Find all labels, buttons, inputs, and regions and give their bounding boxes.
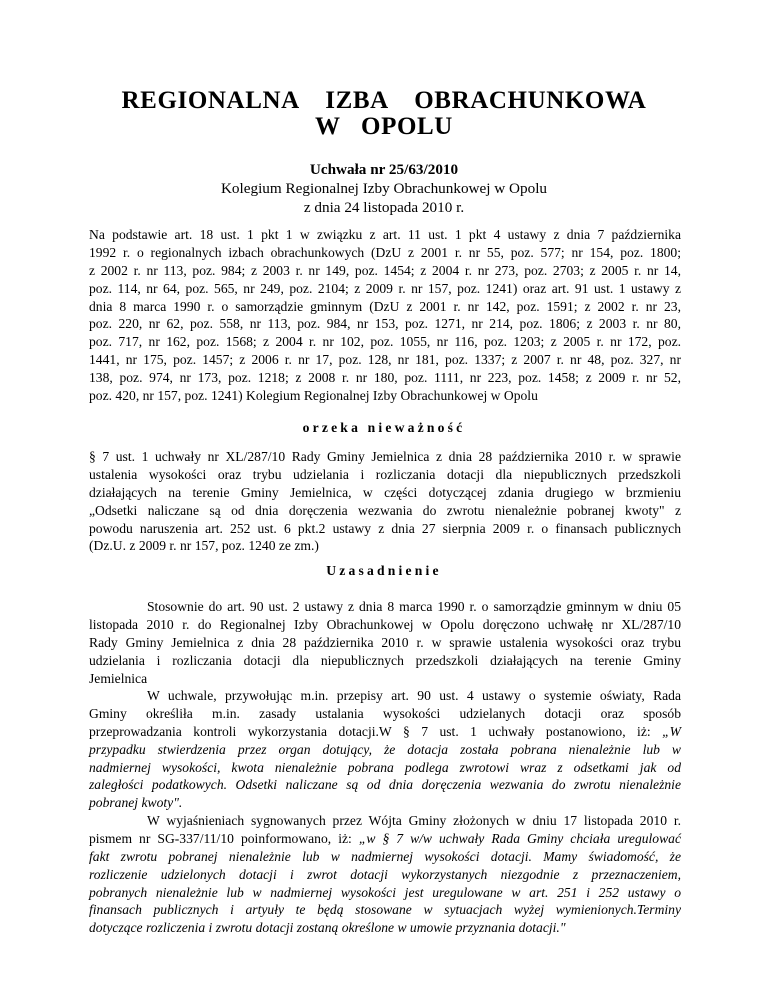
quoted-line: pobranych nienależnie lub w nadmiernej wysokości jest uregulowane w art. 251 i 252 ustawy o	[89, 884, 681, 900]
quoted-line: fakt zwrotu pobranej nienależnie lub w nadmiernej wysokości dotacji. Mamy świadomość, że	[89, 848, 681, 864]
justification-line	[89, 723, 681, 741]
quoted-line: nadmiernej wysokości, kwota nienależnie pobrana podlega zwrotowi wraz z odsetkami jak od	[89, 759, 681, 775]
quoted-line: zaległości podatkowych. Odsetki naliczane są od dnia doręczenia wezwania do zwrotu nienależnie	[89, 777, 681, 793]
justification-line: Gminy określiła m.in. zasady ustalania wysokości udzielanych dotacji oraz sposób	[89, 705, 681, 721]
quoted-line: dotyczące rozliczenia i zwrotu dotacji zostaną określone w umowie przyznania dotacji."	[89, 920, 566, 936]
ruling-line: powodu naruszenia art. 252 ust. 6 pkt.2 ustawy z dnia 27 sierpnia 2009 r. o finansach publicznych	[89, 520, 681, 536]
justification-line	[89, 830, 681, 848]
preamble-line: poz. 420, nr 157, poz. 1241) Kolegium Regionalnej Izby Obrachunkowej w Opolu	[89, 388, 538, 404]
preamble-line: Na podstawie art. 18 ust. 1 pkt 1 w związku z art. 11 ust. 1 pkt 4 ustawy z dnia 7 października	[89, 227, 681, 242]
ruling-paragraph	[89, 448, 681, 555]
preamble-line: z 2002 r. nr 113, poz. 984; z 2003 r. nr 149, poz. 1454; z 2004 r. nr 273, poz. 2703; z 2005 r. nr 14,	[89, 262, 681, 278]
quote-start: „W	[662, 723, 681, 739]
preamble-line: 1992 r. o regionalnych izbach obrachunkowych (DzU z 2001 r. nr 55, poz. 577; nr 154, poz. 1800;	[89, 244, 681, 260]
resolution-date: z dnia 24 listopada 2010 r.	[303, 199, 465, 216]
ruling-line: ustalenia wysokości oraz trybu udzielania i rozliczania dotacji dla niepublicznych przedszkoli	[89, 466, 681, 482]
justification-paragraph-1	[89, 598, 681, 687]
ruling-line: (Dz.U. z 2009 r. nr 157, poz. 1240 ze zm.)	[89, 538, 319, 554]
ruling-line: działających na terenie Gminy Jemielnica, w części dotyczącej zdania drugiego w brzmieniu	[89, 484, 681, 500]
ruling-line: „Odsetki naliczane są od dnia doręczenia wezwania do zwrotu nienależnie pobranej kwoty" z	[89, 502, 681, 518]
preamble-line: dnia 8 marca 1990 r. o samorządzie gminnym (DzU z 2001 r. nr 142, poz. 1591; z 2002 r. nr 23,	[89, 298, 681, 314]
quoted-line: finansach publicznych i artyuły te będą stosowane w sytuacjach wyżej wymienionych.Terminy	[89, 902, 681, 918]
preamble-line: poz. 114, nr 64, poz. 565, nr 249, poz. 2104; z 2009 r. nr 157, poz. 1241) oraz art. 91 ust. 1 ustawy z	[89, 280, 681, 296]
preamble-line: poz. 220, nr 62, poz. 558, nr 113, poz. 984, nr 153, poz. 1271, nr 214, poz. 1806; z 2003 r. nr 80,	[89, 316, 681, 332]
resolution-body: Kolegium Regionalnej Izby Obrachunkowej w Opolu	[220, 180, 548, 197]
preamble-line: poz. 717, nr 162, poz. 1568; z 2004 r. nr 102, poz. 1055, nr 116, poz. 1203; z 2005 r. nr 172, poz.	[89, 334, 681, 350]
institution-city: W OPOLU	[315, 113, 453, 140]
justification-paragraph-2	[89, 687, 681, 812]
justification-line: Jemielnica	[89, 670, 148, 686]
line-text: przeprowadzania kontroli wykorzystania dotacji.W § 7 ust. 1 uchwały postanowiono, iż:	[89, 723, 663, 739]
quoted-line: rozliczenie udzielonych dotacji i zwrot dotacji wykorzystanych niezgodnie z przeznaczeniem,	[89, 866, 681, 882]
preamble-line: 1441, nr 175, poz. 1457; z 2006 r. nr 17, poz. 128, nr 181, poz. 1337; z 2007 r. nr 48, poz. 327, nr	[89, 352, 681, 368]
ruling-heading: orzeka nieważność	[302, 420, 466, 435]
justification-line: Stosownie do art. 90 ust. 2 ustawy z dnia 8 marca 1990 r. o samorządzie gminnym w dniu 05	[147, 599, 681, 614]
justification-line: W uchwale, przywołując m.in. przepisy art. 90 ust. 4 ustawy o systemie oświaty, Rada	[147, 688, 681, 703]
justification-heading: Uzasadnienie	[326, 563, 442, 578]
ruling-line: § 7 ust. 1 uchwały nr XL/287/10 Rady Gminy Jemielnica z dnia 28 października 2010 r. w sprawie	[89, 449, 681, 464]
justification-line: udzielania i rozliczania dotacji dla niepublicznych przedszkoli działających na terenie Gminy	[89, 652, 681, 668]
quoted-line: przypadku stwierdzenia przez organ dotujący, że dotacja została pobrana nienależnie lub w	[89, 741, 681, 757]
justification-line: Rady Gminy Jemielnica z dnia 28 października 2010 r. w sprawie ustalenia wysokości oraz trybu	[89, 634, 681, 650]
institution-title: REGIONALNA IZBA OBRACHUNKOWA	[121, 87, 647, 114]
preamble-line: 138, poz. 974, nr 173, poz. 1218; z 2008 r. nr 180, poz. 1111, nr 223, poz. 1458; z 2009 r. nr 52,	[89, 370, 681, 386]
justification-line: W wyjaśnieniach sygnowanych przez Wójta Gminy złożonych w dniu 17 listopada 2010 r.	[147, 813, 681, 828]
resolution-number: Uchwała nr 25/63/2010	[309, 161, 459, 178]
justification-paragraph-3	[89, 812, 681, 937]
line-text: pismem nr SG-337/11/10 poinformowano, iż:	[89, 830, 359, 846]
justification-line: listopada 2010 r. do Regionalnej Izby Obrachunkowej w Opolu doręczono uchwałę nr XL/287/10	[89, 616, 681, 632]
quoted-line: pobranej kwoty".	[89, 795, 183, 811]
preamble-paragraph	[89, 226, 681, 405]
quote-start: „w § 7 w/w uchwały Rada Gminy chciała uregulować	[358, 830, 682, 846]
